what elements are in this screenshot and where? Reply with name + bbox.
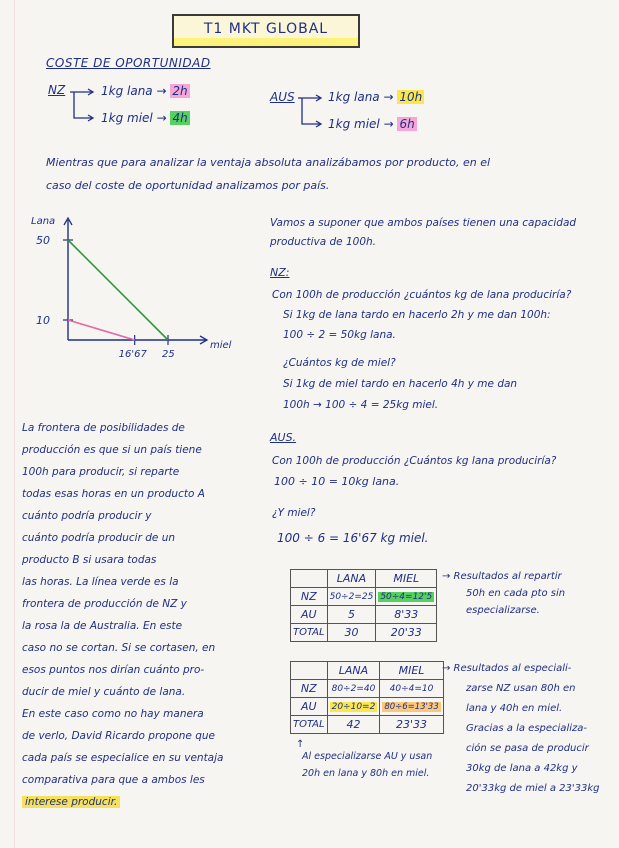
table2-cell: 80÷2=40 bbox=[327, 680, 380, 698]
left-paragraph-line: La frontera de posibilidades de bbox=[22, 422, 185, 434]
left-paragraph-line: 100h para producir, si reparte bbox=[22, 466, 180, 478]
title-box bbox=[172, 14, 360, 48]
page-margin bbox=[14, 0, 15, 848]
right-line-14: 100 ÷ 6 = 16'67 kg miel. bbox=[277, 531, 429, 545]
right-line-7: ¿Cuántos kg de miel? bbox=[283, 357, 396, 369]
table2-cell bbox=[327, 698, 380, 716]
right-line-2: productiva de 100h. bbox=[270, 236, 377, 248]
x-tick-label: 25 bbox=[162, 349, 175, 360]
table2-note-line: ción se pasa de producir bbox=[466, 743, 589, 754]
right-line-9: 100h → 100 ÷ 4 = 25kg miel. bbox=[283, 399, 439, 411]
table1-header: LANA bbox=[327, 570, 376, 588]
table2-cell: AU bbox=[291, 698, 328, 716]
table2-note-line: 20'33kg de miel a 23'33kg bbox=[466, 783, 600, 794]
aus-miel-row: 1kg miel → 6h bbox=[328, 117, 415, 131]
table1-header: MIEL bbox=[376, 570, 437, 588]
nz-miel-time: 4h bbox=[172, 111, 188, 125]
table2-cell: 40÷4=10 bbox=[380, 680, 443, 698]
table1-header bbox=[291, 570, 328, 588]
left-paragraph-line: caso no se cortan. Si se cortasen, en bbox=[22, 642, 216, 654]
x-tick-label: 16'67 bbox=[118, 349, 147, 360]
table2-note-line: Gracias a la especializa- bbox=[466, 723, 587, 734]
table2-note-line: → Resultados al especiali- bbox=[442, 663, 572, 674]
y-axis-label: Lana bbox=[31, 216, 56, 227]
right-line-4: Con 100h de producción ¿cuántos kg de lana produciría? bbox=[272, 289, 572, 301]
intro-line-2: caso del coste de oportunidad analizamos por país. bbox=[46, 179, 330, 192]
left-paragraph-line: comparativa para que a ambos les bbox=[22, 774, 205, 786]
x-axis-label: miel bbox=[210, 340, 232, 351]
table1-note-3: especializarse. bbox=[466, 605, 540, 616]
aus-label: AUS bbox=[270, 90, 295, 104]
right-line-8: Si 1kg de miel tardo en hacerlo 4h y me dan bbox=[283, 378, 518, 390]
y-tick-label: 50 bbox=[36, 234, 50, 247]
table2-highlight: 20÷10=2 bbox=[331, 701, 376, 712]
aus-lana-time: 10h bbox=[399, 90, 423, 104]
left-paragraph-line: todas esas horas en un producto A bbox=[22, 488, 205, 500]
nz-lana: 1kg lana bbox=[101, 84, 153, 98]
table-especializar bbox=[290, 661, 444, 734]
nz-miel-row: 1kg miel → 4h bbox=[101, 111, 188, 125]
nz-lana-time: 2h bbox=[172, 84, 188, 98]
section-heading: COSTE DE OPORTUNIDAD bbox=[46, 56, 211, 70]
table2-header bbox=[291, 662, 328, 680]
aus-subheading: AUS. bbox=[270, 431, 297, 444]
right-line-1: Vamos a suponer que ambos países tienen una capacidad bbox=[270, 217, 577, 229]
left-paragraph-line: interese producir. bbox=[22, 796, 120, 808]
left-paragraph-line: de verlo, David Ricardo propone que bbox=[22, 730, 216, 742]
table2-cell: 23'33 bbox=[380, 716, 443, 734]
table2-cell bbox=[380, 698, 443, 716]
aus-branch-arrows bbox=[296, 94, 326, 130]
table2-header: LANA bbox=[327, 662, 380, 680]
series-line-aus bbox=[68, 320, 135, 340]
table-repartir bbox=[290, 569, 437, 642]
table1-cell: 50÷2=25 bbox=[327, 588, 376, 606]
aus-lana-row: 1kg lana → 10h bbox=[328, 90, 423, 104]
table1-cell: 20'33 bbox=[376, 624, 437, 642]
nz-label: NZ bbox=[48, 83, 66, 97]
aus-miel-time: 6h bbox=[399, 117, 415, 131]
left-paragraph-line: producción es que si un país tiene bbox=[22, 444, 202, 456]
table1-note-1: → Resultados al repartir bbox=[442, 571, 562, 582]
left-paragraph-line: esos puntos nos dirían cuánto pro- bbox=[22, 664, 205, 676]
table2-note-line: zarse NZ usan 80h en bbox=[466, 683, 576, 694]
ppf-chart bbox=[28, 212, 248, 362]
table2-header: MIEL bbox=[380, 662, 443, 680]
table2-footnote-1: Al especializarse AU y usan bbox=[302, 751, 433, 762]
table2-note-line: 30kg de lana a 42kg y bbox=[466, 763, 578, 774]
left-paragraph-line: frontera de producción de NZ y bbox=[22, 598, 187, 610]
left-paragraph-line: la rosa la de Australia. En este bbox=[22, 620, 183, 632]
y-tick-label: 10 bbox=[36, 314, 50, 327]
table2-highlight: 80÷6=13'33 bbox=[384, 701, 439, 712]
aus-lana: 1kg lana bbox=[328, 90, 380, 104]
left-paragraph-line: cuánto podría producir y bbox=[22, 510, 152, 522]
table2-footnote-2: 20h en lana y 80h en miel. bbox=[302, 768, 430, 779]
nz-branch-arrows bbox=[68, 88, 98, 124]
left-paragraph-line: cada país se especialice en su ventaja bbox=[22, 752, 224, 764]
table2-note-line: lana y 40h en miel. bbox=[466, 703, 563, 714]
table2-footnote-arrow: ↑ bbox=[296, 739, 305, 750]
table1-note-2: 50h en cada pto sin bbox=[466, 588, 566, 599]
nz-subheading: NZ: bbox=[270, 266, 290, 279]
table2-cell: NZ bbox=[291, 680, 328, 698]
table2-cell: TOTAL bbox=[291, 716, 328, 734]
table1-cell: 8'33 bbox=[376, 606, 437, 624]
aus-miel: 1kg miel bbox=[328, 117, 380, 131]
left-paragraph-line: cuánto podría producir de un bbox=[22, 532, 175, 544]
right-line-13: ¿Y miel? bbox=[272, 507, 316, 519]
right-line-5: Si 1kg de lana tardo en hacerlo 2h y me dan 100h: bbox=[283, 309, 551, 321]
right-line-11: Con 100h de producción ¿Cuántos kg lana produciría? bbox=[272, 455, 557, 467]
nz-lana-row: 1kg lana → 2h bbox=[101, 84, 188, 98]
table1-cell: TOTAL bbox=[291, 624, 328, 642]
left-paragraph-line: producto B si usara todas bbox=[22, 554, 157, 566]
table1-cell: AU bbox=[291, 606, 328, 624]
table1-cell: 30 bbox=[327, 624, 376, 642]
page-title: T1 MKT GLOBAL bbox=[203, 21, 329, 37]
left-paragraph-line: ducir de miel y cuánto de lana. bbox=[22, 686, 186, 698]
table1-highlight: 50÷4=12'5 bbox=[380, 591, 433, 602]
left-paragraph-line: las horas. La línea verde es la bbox=[22, 576, 179, 588]
table2-cell: 42 bbox=[327, 716, 380, 734]
table1-cell bbox=[376, 588, 437, 606]
intro-line-1: Mientras que para analizar la ventaja absoluta analizábamos por producto, en el bbox=[46, 156, 491, 169]
right-line-12: 100 ÷ 10 = 10kg lana. bbox=[274, 475, 400, 488]
table1-cell: 5 bbox=[327, 606, 376, 624]
left-paragraph-line: En este caso como no hay manera bbox=[22, 708, 204, 720]
table1-cell: NZ bbox=[291, 588, 328, 606]
nz-miel: 1kg miel bbox=[101, 111, 153, 125]
right-line-6: 100 ÷ 2 = 50kg lana. bbox=[283, 329, 396, 341]
